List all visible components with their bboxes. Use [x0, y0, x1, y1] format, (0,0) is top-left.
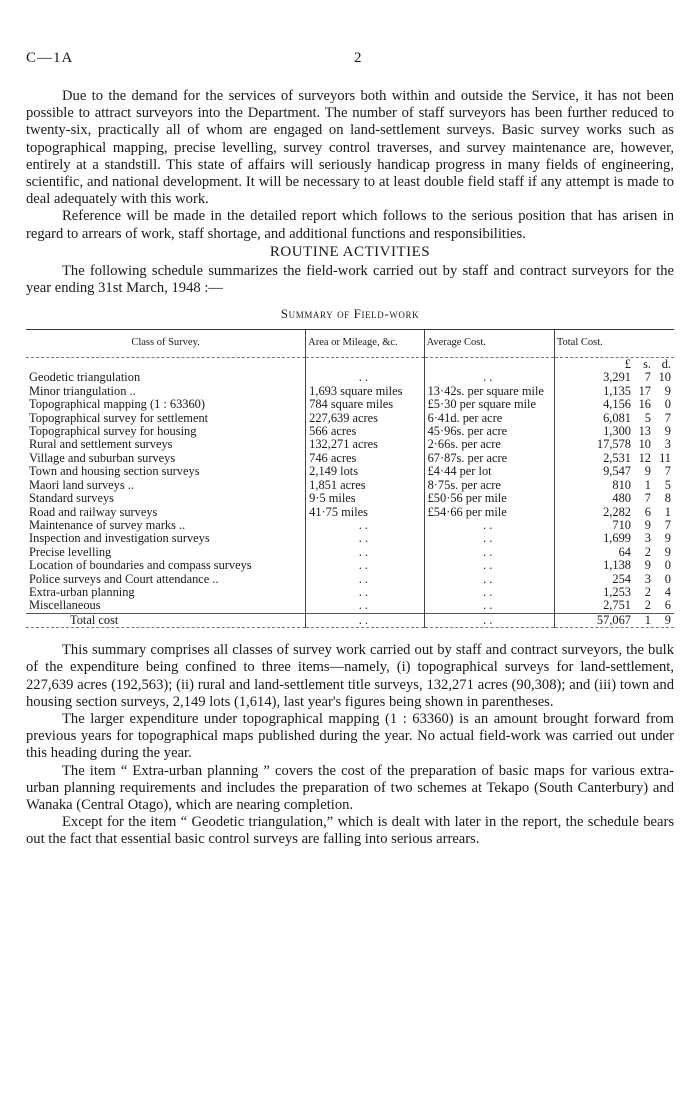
- survey-class-cell: [26, 519, 306, 532]
- average-cost-cell: [424, 586, 554, 599]
- survey-class: Location of boundaries and compass surveys: [29, 558, 252, 573]
- shillings-value: 9: [644, 558, 651, 573]
- closing-paragraph: Except for the item “ Geodetic triangulation,” which is dealt with later in the report, the schedule bears out the fact that essential basic control surveys are falling into serious arrears.: [26, 814, 674, 848]
- header-total-cost: Total Cost.: [554, 329, 674, 357]
- average-cost-cell: [424, 465, 554, 478]
- survey-class-cell: [26, 385, 306, 398]
- pence-value: 11: [659, 450, 671, 465]
- average-cost-cell: [424, 573, 554, 586]
- empty-leader: ..: [483, 598, 496, 613]
- average-cost-cell: [424, 412, 554, 425]
- average-cost-value: 8·75s. per acre: [427, 477, 501, 492]
- empty-leader: ..: [483, 584, 496, 599]
- area-cell: [306, 519, 424, 532]
- area-value: 41·75 miles: [309, 504, 369, 519]
- average-cost-cell: [424, 452, 554, 465]
- average-cost-cell: [424, 479, 554, 492]
- table-row: [26, 438, 674, 451]
- total-cost-cell: [554, 371, 674, 384]
- shillings-value: 1: [644, 477, 651, 492]
- shillings-value: 3: [644, 531, 651, 546]
- pence-value: 10: [658, 370, 671, 385]
- area-cell: [306, 452, 424, 465]
- average-cost-cell: [424, 506, 554, 519]
- table-row: [26, 599, 674, 613]
- average-cost-value: £50·56 per mile: [427, 491, 507, 506]
- document-code: C—1A: [26, 50, 74, 66]
- pence-value: 7: [664, 464, 671, 479]
- survey-class-cell: [26, 559, 306, 572]
- survey-class: Miscellaneous: [29, 598, 101, 613]
- schedule-intro: The following schedule summarizes the field-work carried out by staff and contract surveyors for the year ending 31st March, 1948 :—: [26, 263, 674, 297]
- closing-paragraph: The larger expenditure under topographical mapping (1 : 63360) is an amount brought forward from previous years for topographical maps published during the year. No actual field-work was carried out under this heading during the year.: [26, 710, 674, 762]
- area-cell: [306, 573, 424, 586]
- pence-value: 4: [664, 584, 671, 599]
- survey-class: Road and railway surveys: [29, 504, 158, 519]
- survey-class: Police surveys and Court attendance ..: [29, 571, 219, 586]
- area-cell: [306, 492, 424, 505]
- pounds-value: 6,081: [603, 410, 631, 425]
- total-cost-cell: [554, 465, 674, 478]
- total-cost-cell: [554, 412, 674, 425]
- table-header-row: [26, 329, 674, 357]
- pounds-value: 4,156: [603, 397, 631, 412]
- empty-leader: ..: [358, 558, 371, 573]
- shillings-value: 9: [644, 464, 651, 479]
- survey-class: Extra-urban planning: [29, 584, 135, 599]
- total-cost-cell: [554, 532, 674, 545]
- survey-class-cell: [26, 546, 306, 559]
- shillings-value: 6: [644, 504, 651, 519]
- shillings-value: 16: [638, 397, 651, 412]
- pounds-value: 2,751: [603, 598, 631, 613]
- area-cell: [306, 438, 424, 451]
- pence-value: 7: [664, 517, 671, 532]
- survey-class-cell: [26, 573, 306, 586]
- pence-value: 8: [664, 491, 671, 506]
- empty-leader: ..: [358, 517, 371, 532]
- total-row: [26, 613, 674, 627]
- pence-value: 9: [664, 383, 671, 398]
- average-cost-cell: [424, 398, 554, 411]
- survey-class: Topographical mapping (1 : 63360): [29, 397, 206, 412]
- average-cost-cell: [424, 599, 554, 613]
- shillings-value: 13: [638, 424, 651, 439]
- survey-class-cell: [26, 506, 306, 519]
- pence-value: 7: [664, 410, 671, 425]
- average-cost-value: 13·42s. per square mile: [427, 383, 544, 398]
- survey-class-cell: [26, 438, 306, 451]
- area-value: 132,271 acres: [309, 437, 378, 452]
- pence-value: 9: [664, 424, 671, 439]
- unit-pounds: £: [624, 357, 631, 372]
- area-cell: [306, 465, 424, 478]
- pounds-value: 9,547: [603, 464, 631, 479]
- empty-leader: ..: [483, 612, 496, 627]
- survey-class-cell: [26, 412, 306, 425]
- header-class-of-survey: Class of Survey.: [26, 329, 306, 357]
- page-header: [26, 50, 674, 70]
- pounds-value: 3,291: [603, 370, 631, 385]
- area-cell: [306, 398, 424, 411]
- area-value: 1,693 square miles: [309, 383, 403, 398]
- shillings-value: 5: [644, 410, 651, 425]
- area-cell: [306, 506, 424, 519]
- average-cost-cell: [424, 532, 554, 545]
- survey-class-cell: [26, 452, 306, 465]
- total-cost-cell: [554, 398, 674, 411]
- average-cost-value: 45·96s. per acre: [427, 424, 508, 439]
- area-cell: [306, 559, 424, 572]
- table-row: [26, 385, 674, 398]
- field-work-summary-table: [26, 329, 674, 629]
- table-body: [26, 358, 674, 628]
- area-cell: [306, 412, 424, 425]
- area-cell: [306, 546, 424, 559]
- closing-paragraph: This summary comprises all classes of survey work carried out by staff and contract surveyors, the bulk of the expenditure being confined to three items—namely, (i) topographical surveys for land-settlement, 227,639 acres (192,563); (ii) rural and land-settlement title surveys, 132,271 acres (90,308); and (iii) town and housing section surveys, 2,149 lots (1,614), last year's figures being shown in parentheses.: [26, 642, 674, 710]
- shillings-value: 2: [644, 544, 651, 559]
- area-value: 227,639 acres: [309, 410, 378, 425]
- section-heading: ROUTINE ACTIVITIES: [269, 243, 431, 260]
- intro-paragraph: Due to the demand for the services of surveyors both within and outside the Service, it has not been possible to attract surveyors into the Department. The number of staff surveyors has been further reduced to twenty-six, practically all of whom are engaged on land-settlement surveys. Basic survey works such as topographical mapping, precise levelling, survey control traverses, and survey maintenance are, however, entirely at a standstill. This state of affairs will seriously handicap progress in many fields of engineering, scientific, and national development. It will be necessary to at least double field staff if any attempt is made to deal adequately with this work.: [26, 88, 674, 208]
- pence-value: 9: [664, 544, 671, 559]
- table-title: Summary of Field-work: [280, 306, 420, 322]
- area-cell: [306, 425, 424, 438]
- table-row: [26, 532, 674, 545]
- average-cost-cell: [424, 519, 554, 532]
- shillings-value: 2: [644, 598, 651, 613]
- total-cost-cell: [554, 385, 674, 398]
- area-value: 9·5 miles: [309, 491, 356, 506]
- area-value: 746 acres: [309, 450, 357, 465]
- total-cost-cell: [554, 452, 674, 465]
- unit-pence: d.: [661, 357, 671, 372]
- survey-class: Standard surveys: [29, 491, 114, 506]
- pence-value: 1: [664, 504, 671, 519]
- survey-class: Geodetic triangulation: [29, 370, 141, 385]
- survey-class-cell: [26, 479, 306, 492]
- total-label: Total cost: [26, 613, 306, 627]
- survey-class-cell: [26, 532, 306, 545]
- total-pounds: 57,067: [596, 612, 631, 627]
- pounds-value: 480: [612, 491, 631, 506]
- total-cost-cell: [554, 479, 674, 492]
- area-cell: [306, 586, 424, 599]
- survey-class: Village and suburban surveys: [29, 450, 176, 465]
- survey-class: Minor triangulation ..: [29, 383, 136, 398]
- closing-paragraph: The item “ Extra-urban planning ” covers the cost of the preparation of basic maps for various extra-urban planning requirements and includes the preparation of two schemes at Tekapo (South Canterbury) and Wanaka (Central Otago), which are nearing completion.: [26, 762, 674, 813]
- page-number: 2: [354, 50, 362, 66]
- table-row: [26, 398, 674, 411]
- area-cell: [306, 599, 424, 613]
- pounds-value: 2,282: [603, 504, 631, 519]
- table-row: [26, 546, 674, 559]
- table-row: [26, 425, 674, 438]
- pounds-value: 1,300: [603, 424, 631, 439]
- pounds-value: 1,138: [603, 558, 631, 573]
- document-body: [26, 88, 674, 849]
- header-area: Area or Mileage, &c.: [306, 329, 424, 357]
- pounds-value: 810: [612, 477, 631, 492]
- pence-value: 0: [664, 397, 671, 412]
- empty-leader: ..: [358, 370, 371, 385]
- average-cost-cell: [424, 425, 554, 438]
- area-value: 566 acres: [309, 424, 357, 439]
- area-value: 1,851 acres: [309, 477, 366, 492]
- table-row: [26, 479, 674, 492]
- total-pence: 9: [664, 612, 671, 627]
- empty-leader: ..: [358, 598, 371, 613]
- pounds-value: 1,253: [603, 584, 631, 599]
- empty-leader: ..: [358, 584, 371, 599]
- survey-class-cell: [26, 398, 306, 411]
- table-row: [26, 492, 674, 505]
- shillings-value: 7: [644, 491, 651, 506]
- total-cost-cell: [554, 546, 674, 559]
- survey-class-cell: [26, 465, 306, 478]
- empty-leader: ..: [483, 370, 496, 385]
- average-cost-value: £54·66 per mile: [427, 504, 507, 519]
- area-cell: [306, 385, 424, 398]
- survey-class-cell: [26, 371, 306, 384]
- pence-value: 9: [664, 531, 671, 546]
- table-row: [26, 559, 674, 572]
- units-row: [26, 358, 674, 372]
- average-cost-value: 6·41d. per acre: [427, 410, 503, 425]
- pounds-value: 2,531: [603, 450, 631, 465]
- total-cost-cell: [554, 599, 674, 613]
- empty-leader: ..: [483, 531, 496, 546]
- pounds-value: 64: [618, 544, 631, 559]
- shillings-value: 17: [638, 383, 651, 398]
- survey-class: Inspection and investigation surveys: [29, 531, 210, 546]
- survey-class: Precise levelling: [29, 544, 112, 559]
- pence-value: 5: [664, 477, 671, 492]
- total-cost-cell: [554, 506, 674, 519]
- empty-leader: ..: [358, 531, 371, 546]
- pence-value: 3: [664, 437, 671, 452]
- table-row: [26, 452, 674, 465]
- area-cell: [306, 371, 424, 384]
- empty-leader: ..: [483, 544, 496, 559]
- pounds-value: 1,699: [603, 531, 631, 546]
- total-shillings: 1: [644, 612, 651, 627]
- shillings-value: 3: [644, 571, 651, 586]
- pounds-value: 710: [612, 517, 631, 532]
- shillings-value: 7: [644, 370, 651, 385]
- survey-class-cell: [26, 586, 306, 599]
- average-cost-cell: [424, 385, 554, 398]
- total-cost-cell: [554, 438, 674, 451]
- average-cost-cell: [424, 546, 554, 559]
- survey-class: Town and housing section surveys: [29, 464, 200, 479]
- survey-class-cell: [26, 599, 306, 613]
- empty-leader: ..: [483, 571, 496, 586]
- empty-leader: ..: [358, 544, 371, 559]
- unit-shillings: s.: [643, 357, 651, 372]
- table-row: [26, 573, 674, 586]
- area-cell: [306, 532, 424, 545]
- intro-paragraph: Reference will be made in the detailed report which follows to the serious position that has arisen in regard to arrears of work, staff shortage, and additional functions and responsibilities.: [26, 208, 674, 242]
- pounds-value: 1,135: [603, 383, 631, 398]
- average-cost-value: 2·66s. per acre: [427, 437, 501, 452]
- survey-class-cell: [26, 492, 306, 505]
- empty-leader: ..: [483, 558, 496, 573]
- average-cost-value: £4·44 per lot: [427, 464, 492, 479]
- survey-class: Topographical survey for settlement: [29, 410, 209, 425]
- pounds-value: 17,578: [596, 437, 631, 452]
- table-row: [26, 506, 674, 519]
- average-cost-cell: [424, 559, 554, 572]
- shillings-value: 12: [638, 450, 651, 465]
- total-cost-cell: [554, 559, 674, 572]
- total-cost-cell: [554, 586, 674, 599]
- average-cost-cell: [424, 492, 554, 505]
- pence-value: 6: [664, 598, 671, 613]
- table-row: [26, 371, 674, 384]
- survey-class: Maori land surveys ..: [29, 477, 134, 492]
- pence-value: 0: [664, 558, 671, 573]
- shillings-value: 10: [638, 437, 651, 452]
- total-cost-cell: [554, 425, 674, 438]
- survey-class: Topographical survey for housing: [29, 424, 197, 439]
- average-cost-value: £5·30 per square mile: [427, 397, 536, 412]
- table-row: [26, 519, 674, 532]
- table-row: [26, 465, 674, 478]
- survey-class-cell: [26, 425, 306, 438]
- empty-leader: ..: [358, 571, 371, 586]
- average-cost-cell: [424, 438, 554, 451]
- survey-class: Rural and settlement surveys: [29, 437, 173, 452]
- survey-class: Maintenance of survey marks ..: [29, 517, 186, 532]
- table-row: [26, 412, 674, 425]
- table-row: [26, 586, 674, 599]
- shillings-value: 9: [644, 517, 651, 532]
- pounds-value: 254: [612, 571, 631, 586]
- empty-leader: ..: [358, 612, 371, 627]
- shillings-value: 2: [644, 584, 651, 599]
- area-value: 2,149 lots: [309, 464, 359, 479]
- area-cell: [306, 479, 424, 492]
- empty-leader: ..: [483, 517, 496, 532]
- header-average-cost: Average Cost.: [424, 329, 554, 357]
- total-cost-cell: [554, 519, 674, 532]
- area-value: 784 square miles: [309, 397, 394, 412]
- total-cost-cell: [554, 573, 674, 586]
- total-cost-cell: [554, 492, 674, 505]
- average-cost-value: 67·87s. per acre: [427, 450, 508, 465]
- average-cost-cell: [424, 371, 554, 384]
- pence-value: 0: [664, 571, 671, 586]
